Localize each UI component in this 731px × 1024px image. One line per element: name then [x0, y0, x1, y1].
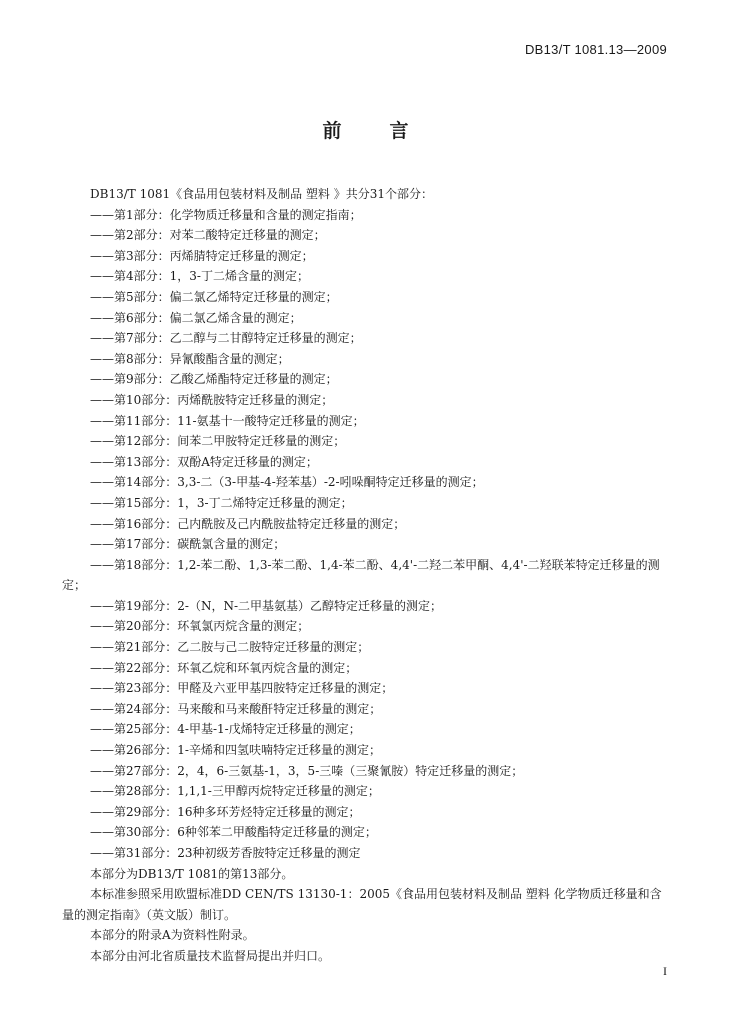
part-item: ——第21部分：乙二胺与己二胺特定迁移量的测定； [90, 640, 370, 655]
part-item: ——第11部分：11-氨基十一酸特定迁移量的测定； [90, 413, 365, 428]
part-item: ——第13部分：双酚A特定迁移量的测定； [90, 454, 318, 469]
part-item: ——第31部分：23种初级芳香胺特定迁移量的测定 [90, 846, 361, 860]
part-item: ——第14部分：3,3-二（3-甲基-4-羟苯基）-2-吲哚酮特定迁移量的测定； [90, 475, 484, 490]
foreword-body [62, 184, 672, 967]
part-item: ——第26部分：1-辛烯和四氢呋喃特定迁移量的测定； [90, 743, 381, 758]
part-item: ——第27部分：2，4，6-三氨基-1，3，5-三嗪（三聚氰胺）特定迁移量的测定； [90, 763, 524, 778]
part-item: ——第6部分：偏二氯乙烯含量的测定； [90, 310, 302, 325]
part-item: ——第17部分：碳酰氯含量的测定； [90, 537, 286, 552]
part-item: ——第24部分：马来酸和马来酸酐特定迁移量的测定； [90, 701, 382, 716]
part-item: ——第19部分：2-（N，N-二甲基氨基）乙醇特定迁移量的测定； [90, 598, 443, 613]
part-item: ——第28部分：1,1,1-三甲醇丙烷特定迁移量的测定； [90, 784, 380, 799]
part-item: ——第18部分：1,2-苯二酚、1,3-苯二酚、1,4-苯二酚、4,4'-二羟二苯甲酮、4,4'-二羟联苯特定迁移量的测定； [62, 557, 660, 593]
part-item: ——第2部分：对苯二酸特定迁移量的测定； [90, 228, 326, 243]
page-title: 前言 [322, 120, 457, 142]
part-item: ——第8部分：异氰酸酯含量的测定； [90, 351, 290, 366]
intro-paragraph: DB13/T 1081《食品用包装材料及制品 塑料 》共分31个部分： [90, 187, 434, 201]
part-item: ——第5部分：偏二氯乙烯特定迁移量的测定； [90, 289, 338, 304]
part-item: ——第23部分：甲醛及六亚甲基四胺特定迁移量的测定； [90, 681, 394, 696]
part-item: ——第12部分：间苯二甲胺特定迁移量的测定； [90, 434, 346, 449]
closing-paragraph: 本标准参照采用欧盟标准DD CEN/TS 13130-1：2005《食品用包装材料及制品 塑料 化学物质迁移量和含量的测定指南》（英文版）制订。 [62, 887, 662, 922]
part-item: ——第20部分：环氧氯丙烷含量的测定； [90, 619, 310, 634]
part-item: ——第25部分：4-甲基-1-戊烯特定迁移量的测定； [90, 722, 361, 737]
header-code: DB13/T 1081.13—2009 [524, 42, 667, 57]
part-item: ——第22部分：环氧乙烷和环氧丙烷含量的测定； [90, 660, 358, 675]
part-item: ——第16部分：己内酰胺及己内酰胺盐特定迁移量的测定； [90, 516, 406, 531]
part-item: ——第10部分：丙烯酰胺特定迁移量的测定； [90, 392, 334, 407]
closing-paragraph: 本部分为DB13/T 1081的第13部分。 [90, 866, 294, 881]
part-item: ——第1部分：化学物质迁移量和含量的测定指南； [90, 207, 362, 222]
parts-list [62, 205, 672, 864]
part-item: ——第7部分：乙二醇与二甘醇特定迁移量的测定； [90, 331, 362, 346]
part-item: ——第9部分：乙酸乙烯酯特定迁移量的测定； [90, 372, 338, 387]
page-number: I [663, 964, 667, 978]
closing-paragraph: 本部分的附录A为资料性附录。 [90, 928, 255, 943]
part-item: ——第3部分：丙烯腈特定迁移量的测定； [90, 248, 314, 263]
closing-paragraph: 本部分由河北省质量技术监督局提出并归口。 [90, 948, 331, 963]
part-item: ——第15部分：1，3-丁二烯特定迁移量的测定； [90, 495, 353, 510]
part-item: ——第4部分：1，3-丁二烯含量的测定； [90, 269, 309, 284]
part-item: ——第29部分：16种多环芳烃特定迁移量的测定； [90, 804, 361, 819]
part-item: ——第30部分：6种邻苯二甲酸酯特定迁移量的测定； [90, 825, 377, 840]
